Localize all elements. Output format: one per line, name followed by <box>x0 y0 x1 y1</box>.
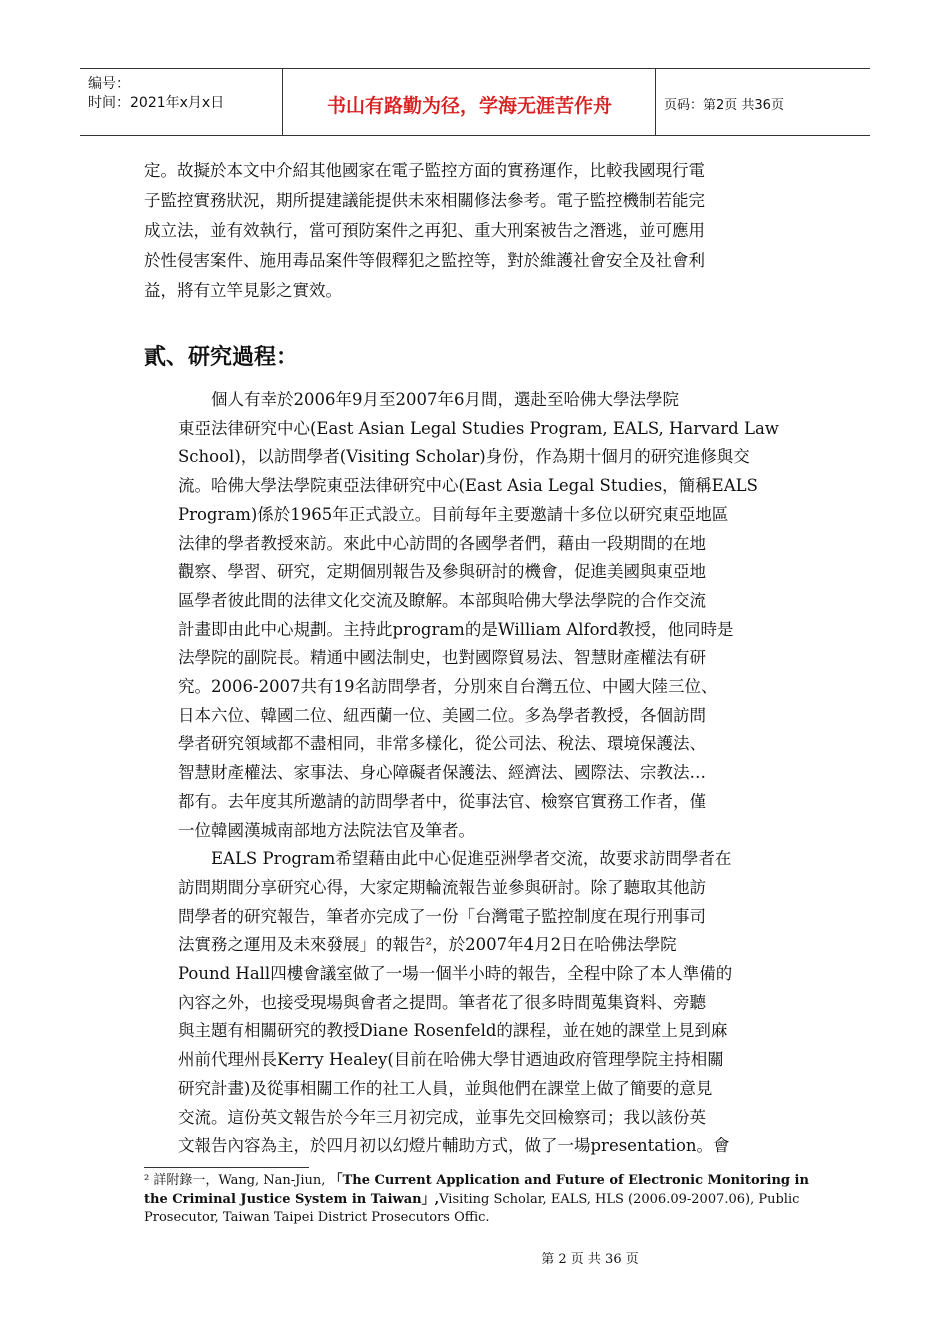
section-title: 貳、研究過程： <box>144 345 299 370</box>
footnote-divider <box>144 1167 309 1168</box>
body-line: 法律的學者教授來訪。來此中心訪問的各國學者們，藉由一段期間的在地 <box>178 533 706 553</box>
intro-line: 於性侵害案件、施用毒品案件等假釋犯之監控等，對於維護社會安全及社會利 <box>144 251 705 270</box>
body-line: 法實務之運用及未來發展」的報告²，於2007年4月2日在哈佛法學院 <box>178 935 677 955</box>
body-line: 學者研究領域都不盡相同，非常多樣化，從公司法、稅法、環境保護法、 <box>178 734 706 754</box>
body-line: 訪問期間分享研究心得，大家定期輪流報告並參與研討。除了聽取其他訪 <box>178 877 706 897</box>
body-line: 內容之外，也接受現場與會者之提問。筆者花了很多時間蒐集資料、旁聽 <box>178 992 706 1012</box>
body-line: 研究計畫)及從事相關工作的社工人員，並與他們在課堂上做了簡要的意見 <box>178 1078 713 1098</box>
intro-line: 益，將有立竿見影之實效。 <box>144 281 342 300</box>
date-label: 时间：2021年x月x日 <box>88 95 225 111</box>
footnote-title: 「The Current Application and Future of Electronic Monitoring in <box>329 1173 809 1188</box>
footnote-line <box>144 1191 814 1210</box>
body-line: 東亞法律研究中心(East Asian Legal Studies Program, EALS, Harvard Law <box>178 418 779 438</box>
body-line: 法學院的副院長。精通中國法制史，也對國際貿易法、智慧財產權法有研 <box>178 648 706 668</box>
footnote-line: Prosecutor, Taiwan Taipei District Prosecutors Offic. <box>144 1210 490 1225</box>
body-line: 流。哈佛大學法學院東亞法律研究中心(East Asia Legal Studies，簡稱EALS <box>178 476 758 496</box>
body-line: 文報告內容為主，於四月初以幻燈片輔助方式，做了一場presentation。會 <box>178 1136 730 1156</box>
footnote-line <box>144 1172 814 1191</box>
intro-paragraph <box>144 156 804 306</box>
header-meta-cell <box>80 69 283 136</box>
header-page-cell <box>656 69 870 136</box>
body-line: 州前代理州長Kerry Healey(目前在哈佛大學甘迺迪政府管理學院主持相關 <box>178 1050 724 1070</box>
body-line: 一位韓國漢城南部地方法院法官及筆者。 <box>178 820 475 840</box>
body-line: 觀察、學習、研究，定期個別報告及參與研討的機會，促進美國與東亞地 <box>178 562 706 582</box>
body-line: 都有。去年度其所邀請的訪問學者中，從事法官、檢察官實務工作者，僅 <box>178 791 706 811</box>
intro-line: 子監控實務狀況，期所提建議能提供未來相關修法參考。電子監控機制若能完 <box>144 191 705 210</box>
body-line: 交流。這份英文報告於今年三月初完成，並事先交回檢察司；我以該份英 <box>178 1107 706 1127</box>
body-line: 智慧財產權法、家事法、身心障礙者保護法、經濟法、國際法、宗教法… <box>178 763 706 783</box>
body-line: Pound Hall四樓會議室做了一場一個半小時的報告，全程中除了本人準備的 <box>178 964 733 984</box>
body-line: 計畫即由此中心規劃。主持此program的是William Alford教授，他同時是 <box>178 619 734 639</box>
footer-page-number: 第 2 页 共 36 页 <box>541 1252 639 1267</box>
footnote-title-cont: the Criminal Justice System in Taiwan」, <box>144 1191 440 1207</box>
page-header <box>80 68 870 136</box>
body-line: EALS Program希望藉由此中心促進亞洲學者交流，故要求訪問學者在 <box>178 849 732 869</box>
body-line: 區學者彼此間的法律文化交流及瞭解。本部與哈佛大學法學院的合作交流 <box>178 590 706 610</box>
body-line: 日本六位、韓國二位、紐西蘭一位、美國二位。多為學者教授，各個訪問 <box>178 705 706 725</box>
serial-label: 编号： <box>88 76 130 92</box>
body-line: Program)係於1965年正式設立。目前每年主要邀請十多位以研究東亞地區 <box>178 504 729 524</box>
header-motto: 书山有路勤为径，学海无涯苦作舟 <box>326 95 612 117</box>
intro-line: 定。故擬於本文中介紹其他國家在電子監控方面的實務運作，比較我國現行電 <box>144 161 705 180</box>
header-motto-cell <box>283 69 656 136</box>
body-line: School)，以訪問學者(Visiting Scholar)身份，作為期十個月的研究進修與交 <box>178 447 750 467</box>
page-footer <box>0 1248 950 1267</box>
body-line: 究。2006-2007共有19名訪問學者，分別來自台灣五位、中國大陸三位、 <box>178 677 718 697</box>
intro-line: 成立法，並有效執行，當可預防案件之再犯、重大刑案被告之潛逃，並可應用 <box>144 221 705 240</box>
footnote-affiliation: Visiting Scholar, EALS, HLS (2006.09-2007.06), Public <box>439 1191 800 1207</box>
footnote-ref: ² 詳附錄一，Wang, Nan-Jiun, <box>144 1173 330 1188</box>
body-line: 個人有幸於2006年9月至2007年6月間，選赴至哈佛大學法學院 <box>178 390 679 409</box>
header-page-info: 页码：第2页 共36页 <box>664 98 784 113</box>
body-line: 與主題有相關研究的教授Diane Rosenfeld的課程，並在她的課堂上見到麻 <box>178 1021 728 1041</box>
footnote <box>144 1172 814 1228</box>
body-line: 問學者的研究報告，筆者亦完成了一份「台灣電子監控制度在現行刑事司 <box>178 906 706 926</box>
body-text <box>178 386 818 1161</box>
